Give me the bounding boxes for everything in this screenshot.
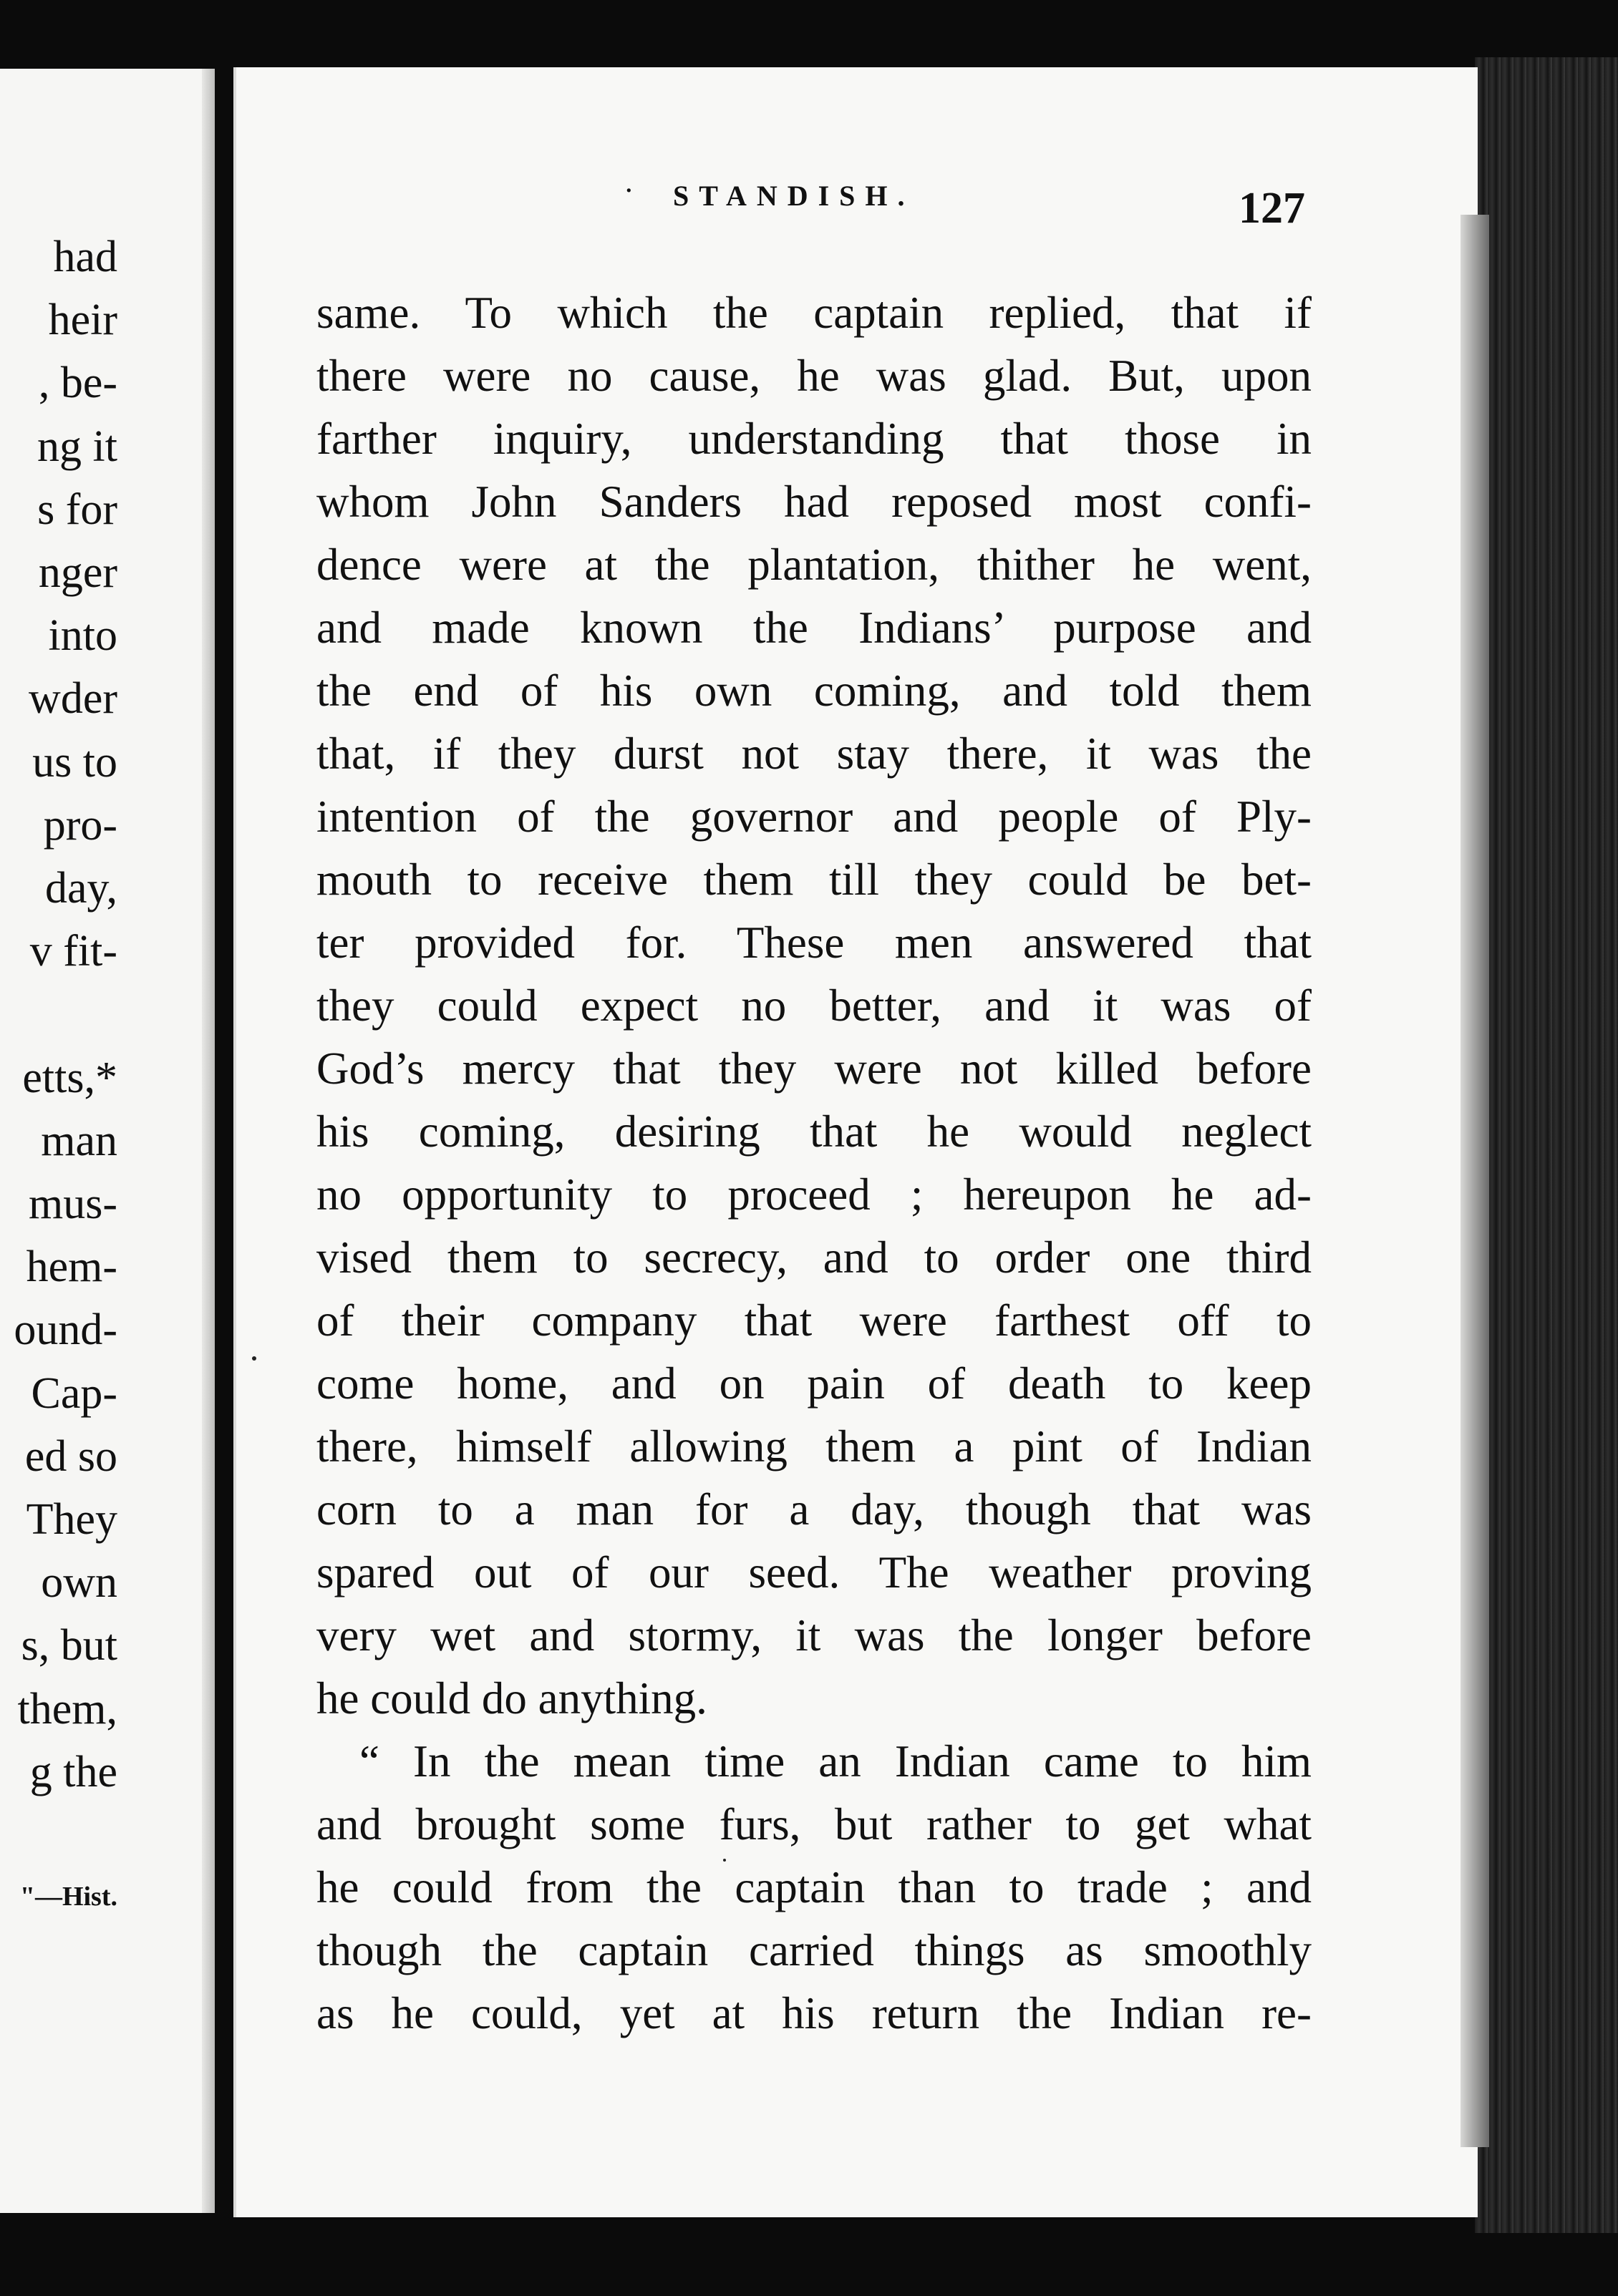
text-line: very wet and stormy, it was the longer before [316,1610,1312,1660]
paragraph-1 [316,281,1312,1730]
previous-page-fragment [0,69,215,2213]
text-line: spared out of our seed. The weather proving [316,1547,1312,1597]
print-speck [723,1859,726,1862]
body-text [316,281,1312,2045]
text-line: the end of his own coming, and told them [316,666,1312,716]
previous-page-line: "—Hist. [19,1882,117,1912]
print-speck [252,1356,256,1361]
previous-page-line: s, but [21,1621,117,1670]
previous-page-line: us to [32,737,117,787]
text-line: there were no cause, he was glad. But, upon [316,351,1312,401]
book-page-edges [1475,57,1618,2233]
text-line: come home, and on pain of death to keep [316,1358,1312,1409]
text-line: of their company that were farthest off to [316,1295,1312,1346]
text-line: corn to a man for a day, though that was [316,1484,1312,1534]
text-line: intention of the governor and people of Ply- [316,792,1312,842]
text-line: they could expect no better, and it was of [316,981,1312,1031]
text-line: that, if they durst not stay there, it was the [316,729,1312,779]
previous-page-line: hem- [26,1242,117,1292]
previous-page-line: them, [17,1684,117,1733]
text-line: same. To which the captain replied, that if [316,288,1312,338]
previous-page-line: v fit- [29,927,117,976]
paragraph-2 [316,1730,1312,2045]
text-line: his coming, desiring that he would neglect [316,1106,1312,1157]
text-line: as he could, yet at his return the Indian re- [316,1988,1312,2038]
text-line: there, himself allowing them a pint of Indian [316,1421,1312,1472]
previous-page-line: man [41,1116,117,1165]
text-line: mouth to receive them till they could be bet- [316,855,1312,905]
text-line: he could from the captain than to trade ; and [316,1862,1312,1912]
running-title: STANDISH. [673,180,915,212]
previous-page-line: ound- [14,1305,117,1355]
previous-page-line: heir [48,296,117,345]
text-line: dence were at the plantation, thither he went, [316,540,1312,590]
previous-page-line: day, [45,864,117,913]
text-line: God’s mercy that they were not killed before [316,1044,1312,1094]
text-line: ter provided for. These men answered that [316,918,1312,968]
text-line: and made known the Indians’ purpose and [316,603,1312,653]
previous-page-line: Cap- [31,1368,117,1418]
text-line: whom John Sanders had reposed most confi- [316,477,1312,527]
previous-page-line: g the [29,1747,117,1796]
text-line: farther inquiry, understanding that those in [316,414,1312,464]
previous-page-line: s for [37,485,117,534]
text-line: no opportunity to proceed ; hereupon he ad- [316,1169,1312,1220]
running-head-dot: · [624,175,634,208]
text-line: he could do anything. [316,1673,707,1723]
previous-page-line: ng it [37,422,117,471]
text-line: “ In the mean time an Indian came to him [359,1736,1312,1786]
previous-page-line: ed so [24,1431,117,1481]
previous-page-line: pro- [43,800,117,850]
previous-page-line: nger [38,548,117,597]
page-gutter [202,69,215,2213]
running-head [430,129,1360,215]
previous-page-line: had [53,233,117,281]
previous-page-line: etts,* [22,1053,117,1102]
text-line: and brought some furs, but rather to get what [316,1799,1312,1849]
previous-page-line: wder [29,674,117,724]
page-number: 127 [1239,184,1305,233]
page-shadow [1460,215,1489,2147]
previous-page-line: own [41,1558,117,1607]
text-line: though the captain carried things as smoothly [316,1925,1312,1975]
previous-page-line: They [26,1495,117,1544]
previous-page-line: , be- [38,359,117,408]
previous-page-line: into [48,611,117,661]
text-line: vised them to secrecy, and to order one third [316,1232,1312,1283]
previous-page-line: mus- [29,1179,117,1228]
